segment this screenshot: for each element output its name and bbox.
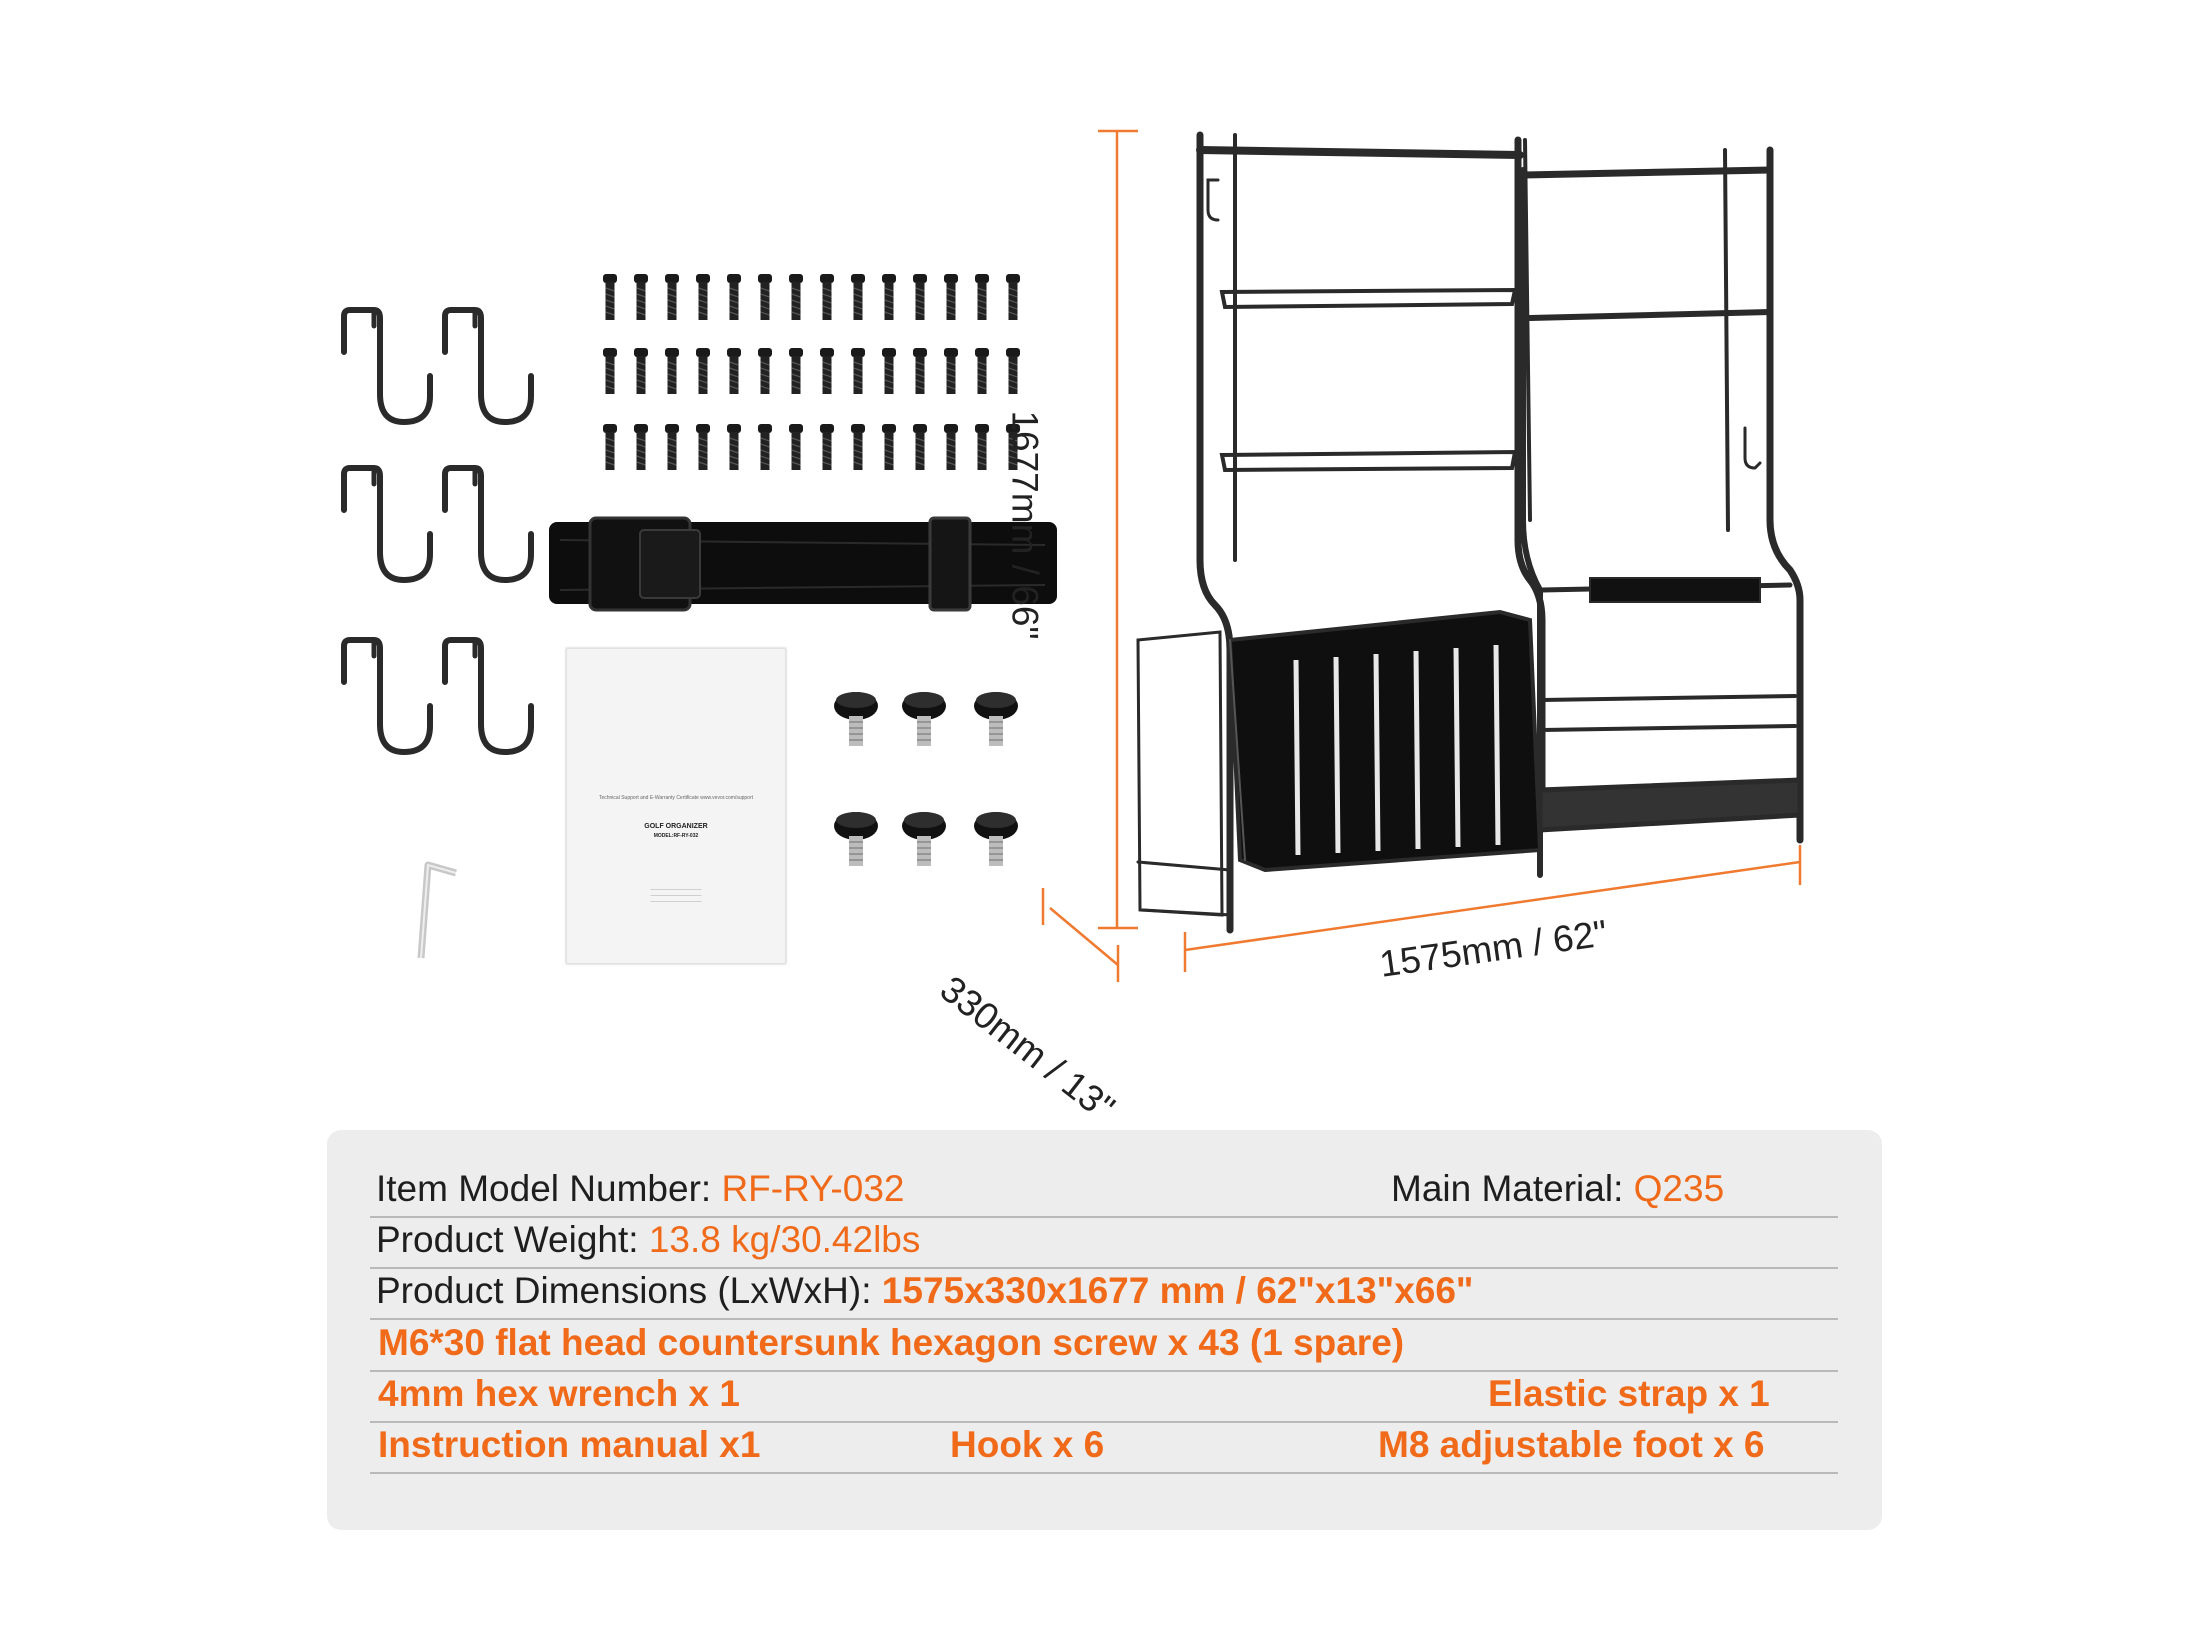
spec-row-screws bbox=[370, 1320, 1838, 1372]
screw-icon bbox=[1006, 274, 1020, 320]
screw-icon bbox=[851, 424, 865, 470]
screw-icon bbox=[882, 274, 896, 320]
product-dimensions-label: Product Dimensions (LxWxH): bbox=[376, 1270, 882, 1311]
screw-icon bbox=[882, 424, 896, 470]
screw-icon bbox=[727, 274, 741, 320]
screw-icon bbox=[882, 348, 896, 394]
height-dimension-label: 1677mm / 66" bbox=[1004, 410, 1046, 640]
screw-icon bbox=[665, 424, 679, 470]
adjustable-foot-icon bbox=[834, 692, 1018, 866]
spec-row-wrench-strap bbox=[370, 1371, 1838, 1423]
hex-wrench-item: 4mm hex wrench x 1 bbox=[378, 1373, 740, 1414]
spec-panel bbox=[327, 1130, 1882, 1530]
product-weight-value: 13.8 kg/30.42lbs bbox=[648, 1219, 921, 1260]
screw-icon bbox=[603, 348, 617, 394]
product-dimensions-value: 1575x330x1677 mm / 62"x13"x66" bbox=[881, 1270, 1474, 1311]
screw-icon bbox=[820, 274, 834, 320]
adjustable-foot-item: M8 adjustable foot x 6 bbox=[1378, 1424, 1765, 1465]
screw-icon bbox=[665, 274, 679, 320]
screw-icon bbox=[913, 348, 927, 394]
screw-icon bbox=[975, 424, 989, 470]
screw-icon bbox=[727, 424, 741, 470]
screw-icon bbox=[789, 274, 803, 320]
product-weight-label: Product Weight: bbox=[376, 1219, 649, 1260]
screw-icon bbox=[820, 348, 834, 394]
screw-icon bbox=[603, 424, 617, 470]
screw-icon bbox=[634, 274, 648, 320]
bag-slat bbox=[1336, 657, 1338, 853]
screw-icon bbox=[758, 348, 772, 394]
hook-icon bbox=[344, 310, 531, 752]
instruction-manual-image bbox=[566, 648, 786, 964]
screw-icon bbox=[1006, 348, 1020, 394]
bag-slat bbox=[1496, 645, 1498, 845]
screws-icon bbox=[603, 274, 1020, 470]
screw-item: M6*30 flat head countersunk hexagon screw x 43 (1 spare) bbox=[378, 1322, 1405, 1363]
width-dimension-label: 1575mm / 62" bbox=[1377, 912, 1610, 985]
screw-icon bbox=[851, 274, 865, 320]
golf-organizer-rack bbox=[1138, 135, 1800, 930]
model-number-value: RF-RY-032 bbox=[721, 1168, 905, 1209]
hook-item: Hook x 6 bbox=[950, 1424, 1105, 1465]
main-material-value: Q235 bbox=[1633, 1168, 1725, 1209]
screw-icon bbox=[820, 424, 834, 470]
screw-icon bbox=[696, 274, 710, 320]
spec-row-manual-hook-foot bbox=[370, 1422, 1838, 1474]
screw-icon bbox=[944, 348, 958, 394]
elastic-strap-item: Elastic strap x 1 bbox=[1488, 1373, 1770, 1414]
depth-dimension-label: 330mm / 13" bbox=[932, 968, 1123, 1129]
screw-icon bbox=[758, 424, 772, 470]
model-number-label: Item Model Number: bbox=[376, 1168, 722, 1209]
screw-icon bbox=[603, 274, 617, 320]
screw-icon bbox=[727, 348, 741, 394]
spec-row-model bbox=[370, 1166, 1838, 1218]
screw-icon bbox=[913, 424, 927, 470]
instruction-manual-item: Instruction manual x1 bbox=[378, 1424, 761, 1465]
screw-icon bbox=[634, 424, 648, 470]
screw-icon bbox=[789, 348, 803, 394]
bag-slat bbox=[1296, 660, 1298, 855]
manual-model: MODEL:RF-RY-032 bbox=[653, 833, 699, 839]
screw-icon bbox=[634, 348, 648, 394]
screw-icon bbox=[696, 424, 710, 470]
spec-row-dimensions bbox=[370, 1268, 1838, 1320]
screw-icon bbox=[975, 274, 989, 320]
manual-title: GOLF ORGANIZER bbox=[644, 823, 708, 830]
screw-icon bbox=[944, 424, 958, 470]
manual-support-text: Technical Support and E-Warranty Certificate www.vevor.com/support bbox=[598, 795, 754, 801]
elastic-strap-icon bbox=[549, 518, 1057, 610]
main-material-label: Main Material: bbox=[1391, 1168, 1634, 1209]
bag-slat bbox=[1416, 651, 1418, 849]
screw-icon bbox=[913, 274, 927, 320]
screw-icon bbox=[758, 274, 772, 320]
spec-row-weight bbox=[370, 1217, 1838, 1269]
screw-icon bbox=[696, 348, 710, 394]
bag-slat bbox=[1456, 648, 1458, 847]
screw-icon bbox=[789, 424, 803, 470]
bag-slat bbox=[1376, 654, 1378, 851]
screw-icon bbox=[944, 274, 958, 320]
screw-icon bbox=[851, 348, 865, 394]
screw-icon bbox=[665, 348, 679, 394]
screw-icon bbox=[975, 348, 989, 394]
manual-body-lines: ────────────────── ────────────────── ────────────────── bbox=[650, 887, 702, 904]
hex-wrench-icon bbox=[421, 865, 456, 958]
